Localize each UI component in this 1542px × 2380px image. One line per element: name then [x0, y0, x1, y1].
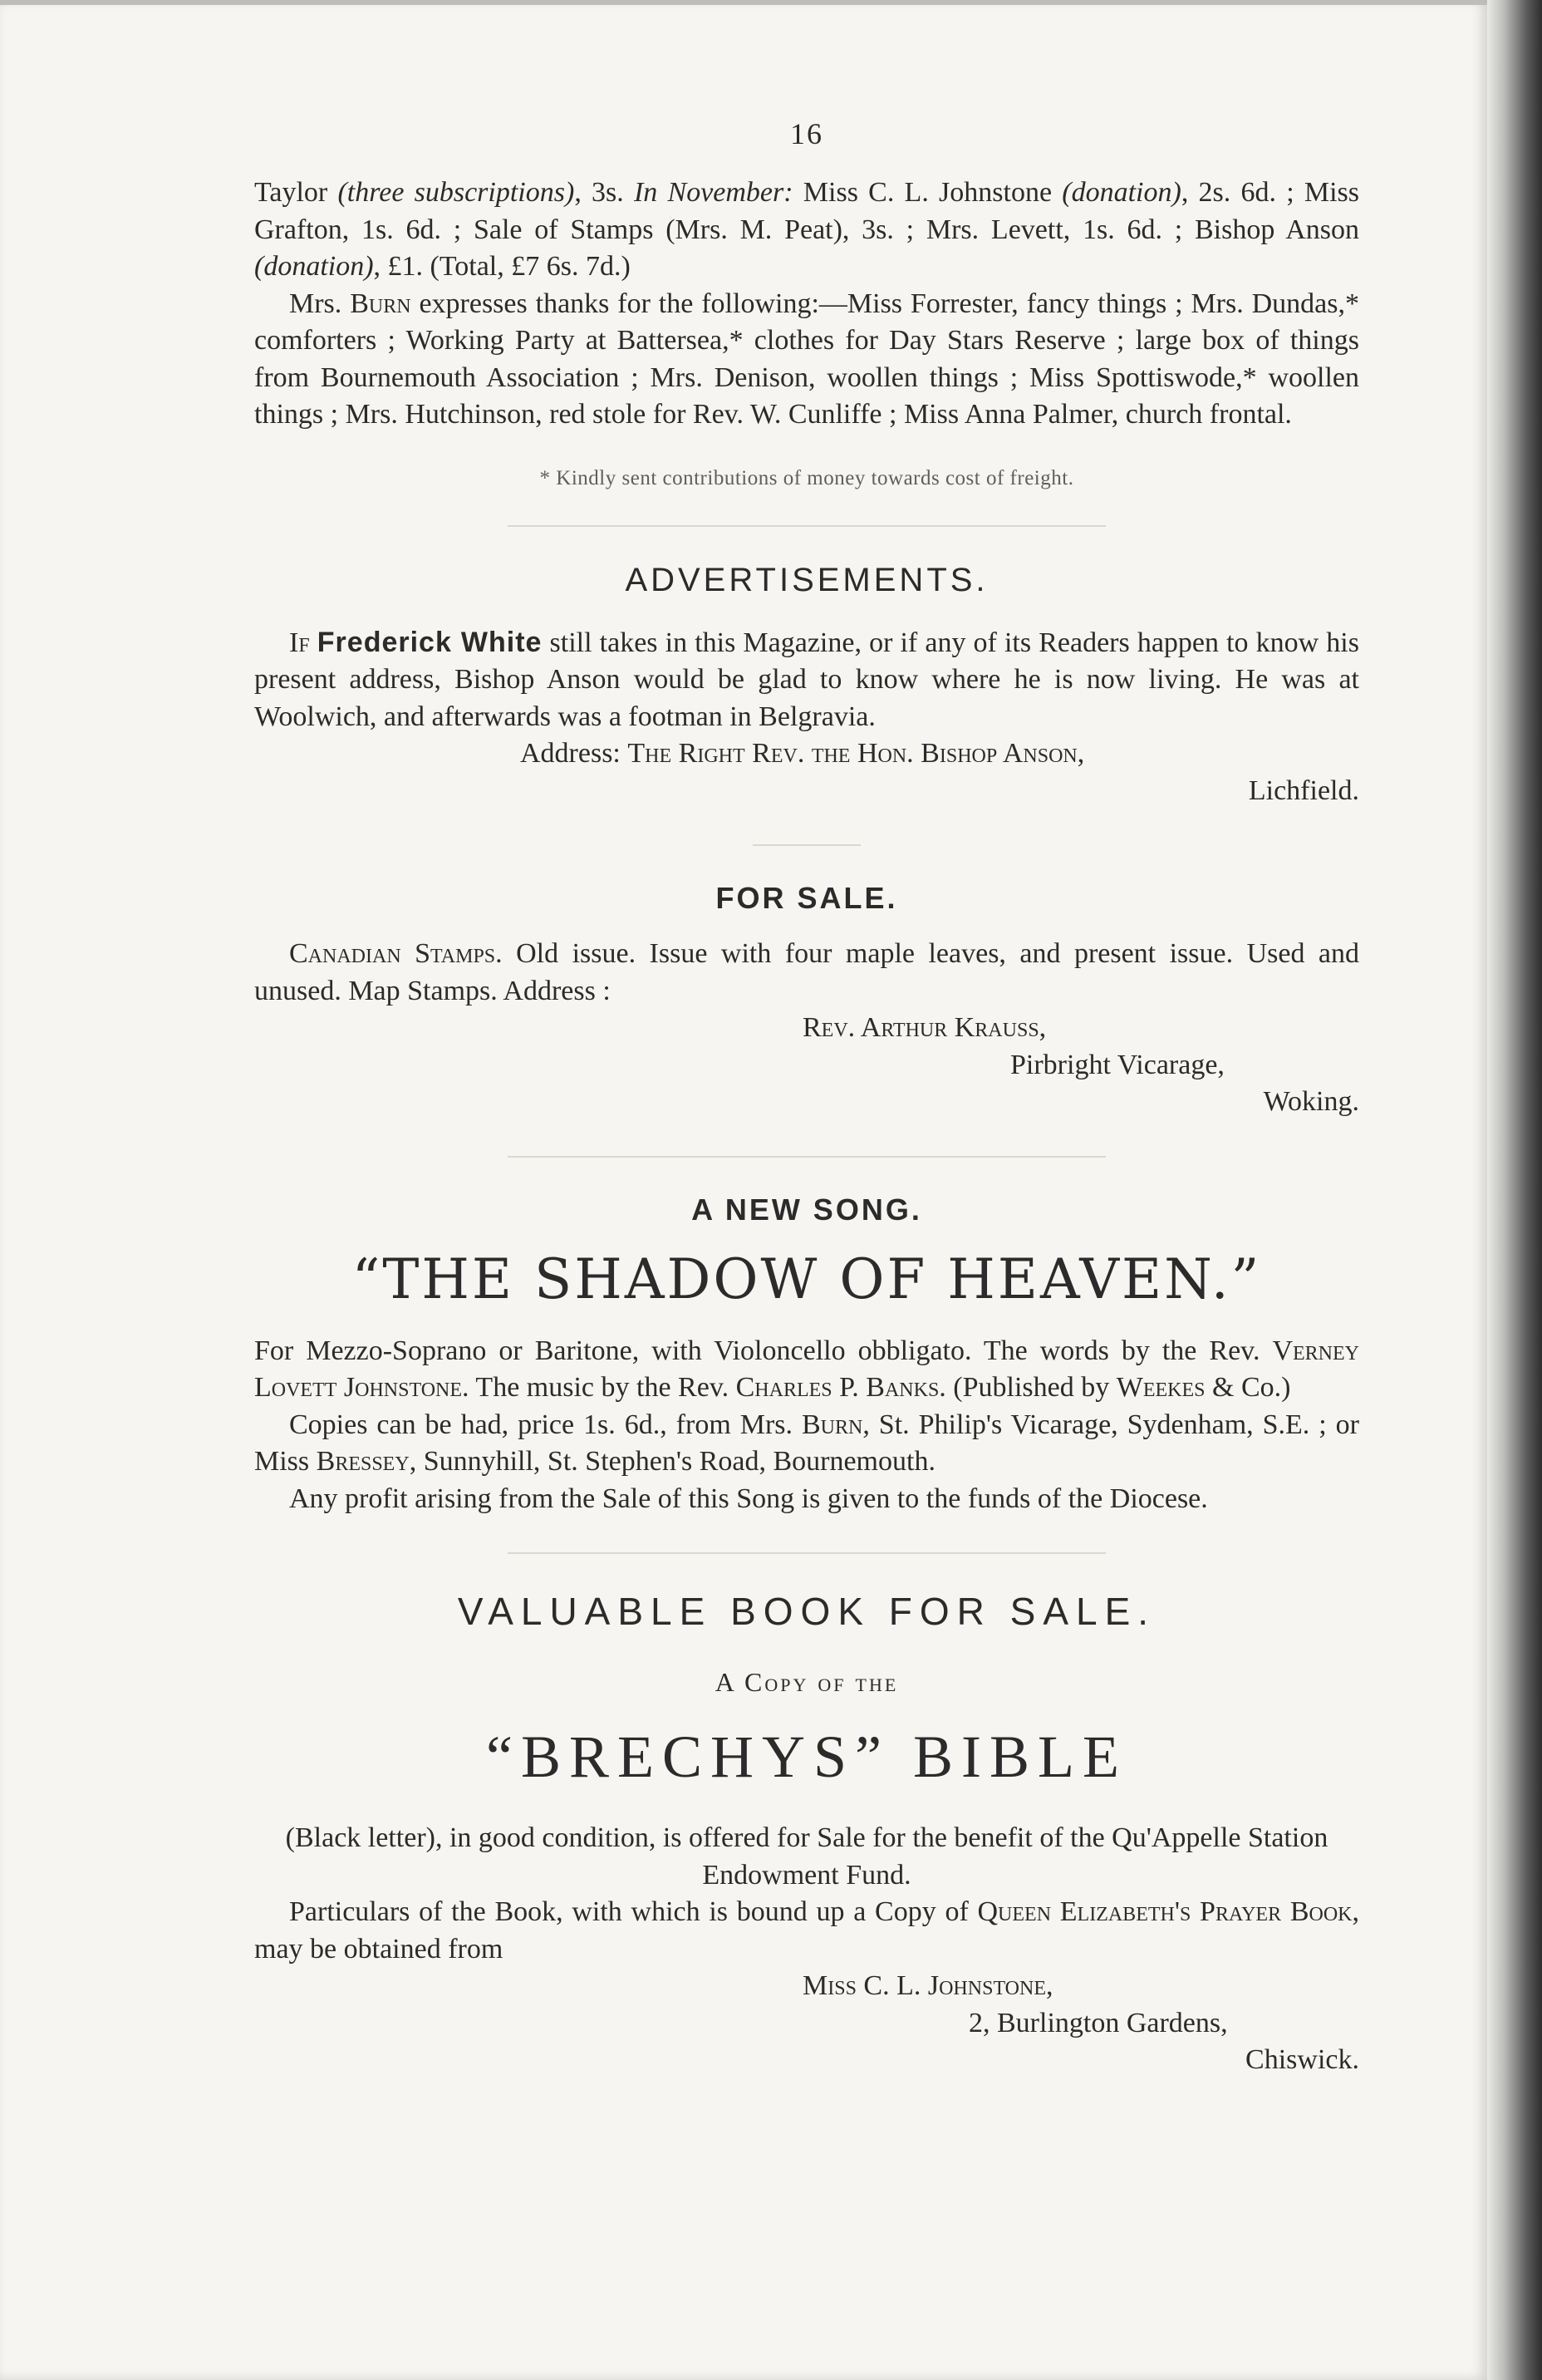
bible-address-street: 2, Burlington Gardens,: [969, 2007, 1228, 2038]
text-run-italic: In November:: [633, 177, 793, 208]
text-run-smallcaps: If: [289, 627, 317, 658]
advertisements-heading: ADVERTISEMENTS.: [625, 561, 989, 598]
section-divider: [508, 1552, 1106, 1554]
text-run: , 2s. 6d. ; Miss Grafton, 1s. 6d. ; Sale of Stamps (Mrs. M. Peat), 3s. ; Mrs. Levett, 1s. 6d. ; Bishop Anson: [254, 177, 1359, 245]
new-song-heading: A NEW SONG.: [691, 1192, 922, 1227]
text-run: , £1. (Total, £7 6s. 7d.): [373, 251, 631, 282]
page-number: 16: [790, 117, 823, 150]
stamps-paragraph: [254, 936, 1359, 1010]
page-content: [254, 116, 1359, 2079]
text-run-smallcaps: Queen Elizabeth's Prayer Book: [977, 1896, 1353, 1927]
page-top-edge: [0, 0, 1487, 5]
text-run-italic: (three subscriptions): [337, 177, 575, 208]
address-name: The Right Rev. the Hon. Bishop Anson,: [627, 738, 1085, 769]
section-divider: [753, 844, 861, 846]
section-divider: [508, 1156, 1106, 1158]
text-run: . The music by the Rev.: [462, 1372, 736, 1403]
text-run: Particulars of the Book, with which is bound up a Copy of: [289, 1896, 978, 1927]
text-run-smallcaps: Verney Lovett Johnstone: [254, 1335, 1359, 1403]
freight-footnote: * Kindly sent contributions of money towards cost of freight.: [539, 466, 1074, 489]
text-run: , Sunnyhill, St. Stephen's Road, Bournemouth.: [409, 1446, 936, 1477]
section-divider: [508, 525, 1106, 527]
item-name: Canadian Stamps.: [289, 938, 503, 969]
text-run: . (Published by: [939, 1372, 1117, 1403]
text-run-italic: (donation): [1062, 177, 1181, 208]
for-sale-heading: FOR SALE.: [715, 881, 898, 915]
text-run: Old issue. Issue with four maple leaves, and present issue. Used and unused. Map Stamps. Address :: [254, 938, 1359, 1006]
text-run-smallcaps: Charles P. Banks: [735, 1372, 940, 1403]
text-run: , St. Philip's Vicarage, Sydenham, S.E. ; or Miss: [254, 1409, 1359, 1477]
text-run-italic: (donation): [254, 251, 374, 282]
text-run: Miss C. L. Johnstone: [793, 177, 1063, 208]
copy-of-line: A Copy of the: [715, 1667, 899, 1697]
text-run: Taylor: [254, 177, 338, 208]
thanks-paragraph: [254, 286, 1359, 434]
stamps-address-street: Pirbright Vicarage,: [1010, 1049, 1225, 1080]
bible-address-name: Miss C. L. Johnstone,: [803, 1970, 1053, 2001]
text-run-smallcaps: Burn: [350, 288, 411, 319]
song-copies-paragraph: [254, 1407, 1359, 1481]
stamps-address-name: Rev. Arthur Krauss,: [803, 1012, 1047, 1043]
bible-address-town: Chiswick.: [1245, 2044, 1359, 2075]
bible-condition-paragraph: (Black letter), in good condition, is offered for Sale for the benefit of the Qu'Appelle Station Endowment Fund.: [285, 1822, 1328, 1891]
notice-city: Lichfield.: [1248, 774, 1359, 806]
text-run: Copies can be had, price 1s. 6d., from Mrs.: [289, 1409, 802, 1440]
text-run: , may be obtained from: [254, 1896, 1359, 1964]
frederick-white-notice: [254, 624, 1359, 736]
text-run: still takes in this Magazine, or if any of its Readers happen to know his present address, Bishop Anson would be glad to know where he is now living. He was at Woolwich, and afterwards was a footman in Belgravia.: [254, 627, 1359, 732]
text-run: For Mezzo-Soprano or Baritone, with Violoncello obbligato. The words by the Rev.: [254, 1335, 1273, 1366]
valuable-book-heading: VALUABLE BOOK FOR SALE.: [457, 1590, 1156, 1633]
text-run: expresses thanks for the following:—Miss Forrester, fancy things ; Mrs. Dundas,* comforters ; Working Party at Battersea,* clothes for Day Stars Reserve ; large box of things from Bournemouth Association ; Mrs. Denison, woollen things ; Miss Spottiswode,* woollen things ; Mrs. Hutchinson, red stole for Rev. W. Cunliffe ; Miss Anna Palmer, church frontal.: [254, 288, 1359, 430]
bible-title: “BRECHYS” BIBLE: [486, 1724, 1127, 1790]
song-title: “THE SHADOW OF HEAVEN.”: [351, 1247, 1262, 1311]
notice-address: [254, 735, 1359, 773]
song-profit-paragraph: Any profit arising from the Sale of this Song is given to the funds of the Diocese.: [289, 1483, 1208, 1514]
text-run-smallcaps: Burn: [801, 1409, 863, 1440]
text-run-smallcaps: Weekes: [1116, 1372, 1206, 1403]
stamps-address-town: Woking.: [1263, 1086, 1359, 1117]
text-run: , 3s.: [574, 177, 634, 208]
bible-particulars-paragraph: [254, 1894, 1359, 1968]
address-label: Address:: [520, 738, 628, 769]
text-run: & Co.): [1205, 1372, 1291, 1403]
scan-edge: [1487, 0, 1542, 2380]
text-run-smallcaps: Bressey: [316, 1446, 410, 1477]
person-name: Frederick White: [317, 626, 543, 658]
subscriptions-paragraph: [254, 175, 1359, 286]
song-details-paragraph: [254, 1333, 1359, 1407]
text-run: Mrs.: [289, 288, 351, 319]
